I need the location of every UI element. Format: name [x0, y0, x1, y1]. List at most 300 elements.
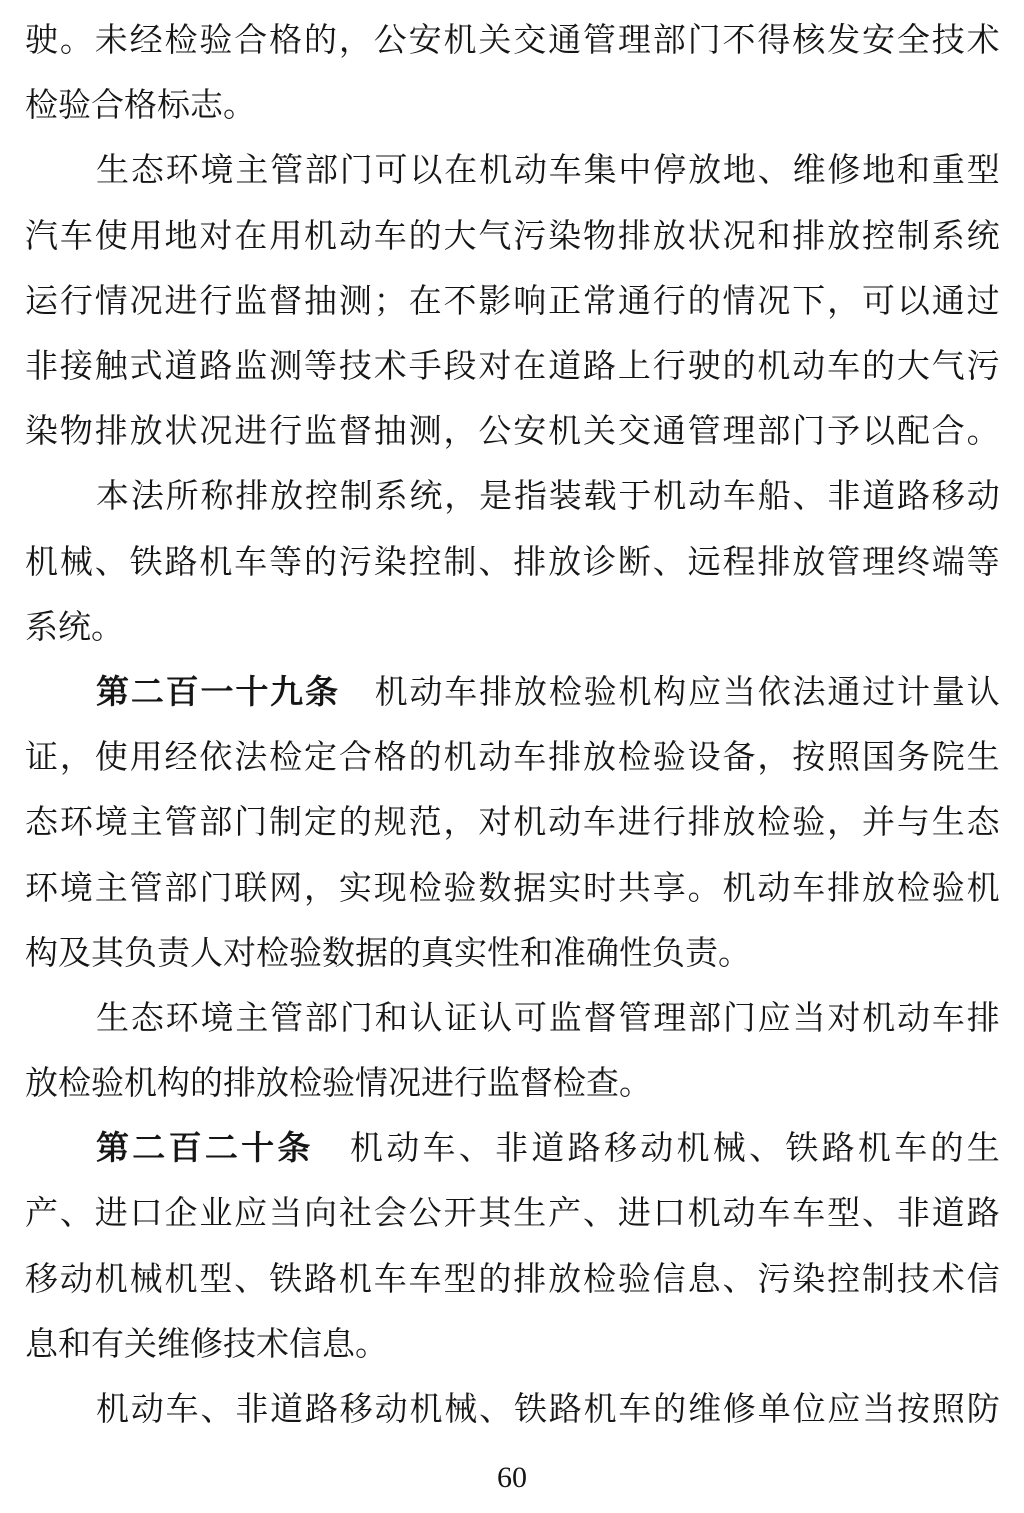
body-char: 型 [199, 1261, 233, 1298]
body-char: 型 [827, 1196, 861, 1233]
body-char: 监 [304, 414, 337, 451]
body-char: 境 [200, 153, 234, 190]
body-char: 向 [304, 1196, 337, 1233]
body-char: 进 [617, 805, 651, 842]
body-char: 机 [722, 870, 756, 907]
text-line [25, 987, 1000, 1052]
article-heading-char: 条 [304, 674, 338, 711]
body-char: 的 [408, 218, 442, 255]
body-char: 格 [373, 740, 407, 777]
body-char: 通 [931, 283, 965, 320]
body-char: 上 [617, 349, 651, 386]
body-char: 并 [862, 805, 895, 842]
body-char: 地 [164, 218, 198, 255]
body-char: 铁 [513, 1392, 547, 1429]
body-char: 控 [827, 1261, 861, 1298]
body-char: 按 [897, 1392, 931, 1429]
body-char: 行 [59, 283, 93, 320]
body-char: 备 [722, 740, 756, 777]
body-char: 车 [618, 1392, 652, 1429]
body-char: 当 [862, 1392, 896, 1429]
body-char: 、 [94, 544, 128, 581]
body-char: 设 [687, 740, 721, 777]
body-char: 可 [862, 283, 895, 320]
body-char: ， [443, 805, 477, 842]
body-char: 染 [548, 218, 582, 255]
body-char: 定 [304, 805, 337, 842]
body-char: 大 [896, 349, 930, 386]
body-char: 机 [513, 805, 547, 842]
text-line [25, 856, 1000, 921]
body-char: 排 [792, 218, 826, 255]
body-char: 的 [722, 349, 756, 386]
body-char: 的 [930, 1131, 964, 1168]
body-char: 实 [548, 870, 582, 907]
body-char: 非 [235, 1392, 269, 1429]
body-char: 通 [548, 23, 582, 60]
body-char: 状 [164, 414, 198, 451]
body-char: 管 [270, 153, 304, 190]
body-char: 全 [896, 23, 930, 60]
body-char: 控 [862, 218, 895, 255]
body-char: 享 [652, 870, 686, 907]
body-char: 集 [583, 153, 617, 190]
body-char: 路 [897, 479, 931, 516]
text-line [25, 531, 1000, 596]
body-char: 动 [513, 153, 547, 190]
article-heading-char: 十 [235, 674, 269, 711]
body-char: 道 [548, 349, 582, 386]
text-line [25, 270, 1000, 335]
body-char: 通 [827, 674, 861, 711]
body-char: 载 [583, 479, 617, 516]
body-char: 范 [408, 805, 442, 842]
body-char: 的 [862, 349, 895, 386]
body-char: 认 [409, 1000, 443, 1037]
text-line [25, 400, 1000, 465]
body-char: 部 [304, 153, 338, 190]
body-char: 通 [617, 283, 651, 320]
body-char: 法 [792, 674, 826, 711]
body-char: 移 [25, 1261, 58, 1298]
body-char: 排 [687, 805, 721, 842]
text-line [25, 596, 1000, 661]
body-char: 非 [495, 1131, 529, 1168]
body-char: 交 [513, 23, 547, 60]
body-char: 防 [966, 1392, 1000, 1429]
body-char: 共 [617, 870, 651, 907]
body-char: 排 [235, 479, 269, 516]
body-char: 程 [722, 544, 756, 581]
body-char: 不 [722, 23, 756, 60]
article-heading-char: 二 [204, 1131, 238, 1168]
body-char: 制 [339, 479, 373, 516]
body-char: 行 [199, 283, 233, 320]
body-char: 部 [757, 414, 791, 451]
body-char: 系 [931, 218, 965, 255]
article-heading-char: 第 [96, 674, 129, 711]
text-body [25, 9, 1000, 1443]
body-char: 信 [966, 1261, 1000, 1298]
body-char: 检 [583, 1261, 616, 1298]
body-char: 地 [722, 153, 756, 190]
body-char: 可 [374, 153, 408, 190]
text-line [25, 465, 1000, 530]
body-char: 非 [827, 479, 861, 516]
body-char: 境 [94, 805, 128, 842]
body-char: 重 [931, 153, 965, 190]
body-char: 依 [199, 740, 233, 777]
body-char: 理 [653, 1000, 687, 1037]
body-char: 车 [583, 805, 616, 842]
body-char: 排 [94, 414, 128, 451]
body-char: 排 [966, 1000, 1000, 1037]
text-line [25, 661, 1000, 726]
body-char: 在 [234, 218, 268, 255]
body-char: 放 [688, 153, 722, 190]
body-char: ， [338, 23, 372, 60]
body-char: 安 [862, 23, 895, 60]
body-char: 境 [59, 870, 93, 907]
text-line [25, 1117, 1000, 1182]
body-char: 、 [200, 1392, 234, 1429]
body-char: 、 [458, 1131, 492, 1168]
article-heading-char: 第 [96, 1131, 129, 1168]
body-char: 等 [269, 544, 303, 581]
body-char: 接 [59, 349, 93, 386]
body-text: 构及其负责人对检验数据的真实性和准确性负责。 [25, 935, 751, 972]
body-char: 业 [199, 1196, 233, 1233]
body-char: 况 [757, 283, 791, 320]
body-char: 检 [757, 805, 791, 842]
body-char: 依 [757, 674, 791, 711]
body-char: 用 [129, 740, 163, 777]
body-char: 管 [827, 544, 861, 581]
body-char: 动 [792, 349, 826, 386]
body-char: 理 [617, 23, 651, 60]
body-char: 车 [59, 218, 93, 255]
body-char: 机 [857, 1131, 891, 1168]
body-char: 统 [966, 218, 1000, 255]
body-char: 、 [234, 1261, 268, 1298]
body-char: 型 [966, 153, 1000, 190]
body-char: 路 [583, 349, 616, 386]
body-char: 在 [513, 349, 547, 386]
body-char: 机 [443, 23, 477, 60]
body-char: 测 [269, 349, 303, 386]
body-char: 移 [339, 1392, 373, 1429]
body-char: 技 [338, 349, 372, 386]
body-char: 车 [444, 674, 478, 711]
body-char: 检 [896, 870, 930, 907]
body-char: 应 [234, 1196, 268, 1233]
body-char: 况 [199, 414, 233, 451]
text-line [25, 205, 1000, 270]
body-char: 会 [373, 1196, 407, 1233]
body-char: 数 [478, 870, 512, 907]
body-char: 公 [478, 414, 512, 451]
body-char [314, 1133, 347, 1166]
body-char: 车 [408, 1261, 442, 1298]
body-char: 使 [94, 218, 128, 255]
body-char: 断 [617, 544, 651, 581]
body-char: 联 [234, 870, 268, 907]
body-char: 验 [931, 870, 965, 907]
body-char: 企 [164, 1196, 198, 1233]
body-char: 口 [129, 1196, 163, 1233]
body-char: 车 [422, 1131, 456, 1168]
body-char: 务 [896, 740, 930, 777]
body-text: 放检验机构的排放检验情况进行监督检查。 [25, 1066, 652, 1103]
body-char: 技 [896, 1261, 930, 1298]
body-char: 进 [234, 414, 268, 451]
body-char: 术 [373, 349, 407, 386]
body-char: 证 [25, 740, 58, 777]
body-char: 公 [373, 23, 407, 60]
body-char: 合 [931, 414, 965, 451]
text-line [25, 922, 1000, 987]
body-char: 理 [862, 544, 895, 581]
body-char: 使 [94, 740, 128, 777]
body-char: 经 [129, 23, 163, 60]
body-char: 息 [687, 1261, 721, 1298]
body-char: 机 [862, 1000, 896, 1037]
body-char: 门 [199, 870, 233, 907]
body-char: 和 [757, 218, 791, 255]
body-char: 修 [722, 1392, 756, 1429]
body-char: 的 [653, 1392, 687, 1429]
body-char: 过 [862, 674, 896, 711]
body-char: 动 [478, 740, 512, 777]
body-char: 生 [96, 1000, 129, 1037]
body-char: 定 [304, 740, 337, 777]
body-char: 机 [94, 1261, 128, 1298]
body-char: 制 [862, 1261, 895, 1298]
body-char: 予 [827, 414, 861, 451]
body-char: 环 [165, 153, 199, 190]
body-char: 督 [583, 1000, 617, 1037]
body-char: 机 [443, 740, 477, 777]
body-char: 检 [617, 740, 651, 777]
body-char: ， [827, 805, 861, 842]
body-char: 放 [583, 740, 616, 777]
text-line [25, 1313, 1000, 1378]
body-char: 态 [130, 1000, 164, 1037]
text-line [25, 726, 1000, 791]
body-char: 的 [304, 544, 337, 581]
body-char: 械 [59, 544, 93, 581]
body-char: 管 [164, 805, 198, 842]
body-char: 机 [583, 1392, 617, 1429]
body-char: 、 [749, 1131, 783, 1168]
text-line [25, 1182, 1000, 1247]
body-char: 构 [653, 674, 687, 711]
body-char: 机 [757, 349, 791, 386]
body-char: 公 [408, 1196, 442, 1233]
body-char: 督 [338, 414, 372, 451]
body-char: 环 [165, 1000, 199, 1037]
body-char: 督 [269, 283, 303, 320]
body-char: 的 [687, 283, 721, 320]
body-char: 机 [25, 544, 58, 581]
page-number: 60 [497, 1461, 527, 1494]
body-char: 生 [966, 1131, 1000, 1168]
body-char: 车 [792, 870, 826, 907]
body-char: 路 [304, 1261, 337, 1298]
body-char: 在 [408, 283, 442, 320]
body-char: 制 [443, 544, 477, 581]
body-char: 过 [966, 283, 1000, 320]
body-text: 息和有关维修技术信息。 [25, 1326, 388, 1363]
body-char: 主 [235, 153, 269, 190]
body-char: 停 [653, 153, 687, 190]
body-char: 、 [59, 1196, 93, 1233]
article-heading-char: 百 [168, 1131, 202, 1168]
body-char: 时 [583, 870, 616, 907]
body-char: 主 [235, 1000, 269, 1037]
body-char: 车 [894, 1131, 928, 1168]
body-char: 排 [513, 544, 547, 581]
body-char: 非 [896, 1196, 930, 1233]
body-char: 。 [966, 414, 1000, 451]
body-char: 移 [931, 479, 965, 516]
body-char: 未 [94, 23, 128, 60]
body-char: 的 [304, 23, 337, 60]
body-char: 。 [687, 870, 721, 907]
body-char: 端 [931, 544, 965, 581]
article-heading-char: 一 [200, 674, 234, 711]
body-char: 现 [373, 870, 407, 907]
body-char: 、 [757, 153, 791, 190]
body-char: 放 [270, 479, 304, 516]
body-char: 用 [129, 218, 163, 255]
body-char: 动 [897, 1000, 931, 1037]
body-char: 染 [25, 414, 58, 451]
body-char: 其 [478, 1196, 512, 1233]
body-char: 以 [896, 283, 930, 320]
body-char: 放 [792, 544, 826, 581]
body-char: 安 [408, 23, 442, 60]
body-char: 地 [862, 153, 896, 190]
body-char: 不 [443, 283, 477, 320]
article-heading-char: 条 [277, 1131, 311, 1168]
body-char: 管 [270, 1000, 304, 1037]
body-char: 关 [478, 23, 512, 60]
body-char: 配 [896, 414, 930, 451]
body-char: 制 [269, 805, 303, 842]
body-char: 验 [792, 805, 826, 842]
body-char: 触 [94, 349, 128, 386]
body-char: 是 [479, 479, 513, 516]
body-char: 核 [792, 23, 826, 60]
body-char: 行 [652, 283, 686, 320]
body-char: 认 [479, 1000, 513, 1037]
body-char: 正 [548, 283, 582, 320]
body-char: 状 [687, 218, 721, 255]
body-char: 验 [617, 1261, 651, 1298]
body-char: 动 [409, 674, 443, 711]
body-char: ； [373, 283, 407, 320]
body-char: 和 [897, 153, 931, 190]
body-char: 应 [757, 1000, 791, 1037]
body-char: 机 [338, 1261, 372, 1298]
body-char: 械 [129, 1261, 163, 1298]
body-char: 开 [443, 1196, 477, 1233]
body-char: 物 [583, 218, 616, 255]
body-char: 以 [409, 153, 443, 190]
body-char: 式 [129, 349, 163, 386]
body-char: 下 [792, 283, 826, 320]
body-char: 环 [25, 870, 58, 907]
body-char: 响 [513, 283, 547, 320]
body-char: 当 [792, 1000, 826, 1037]
body-char: 门 [339, 153, 373, 190]
article-heading-char: 二 [130, 674, 164, 711]
body-char: 监 [234, 283, 268, 320]
body-char: 在 [444, 153, 478, 190]
body-char: 合 [234, 23, 268, 60]
body-char: 的 [338, 805, 372, 842]
body-char: 非 [25, 349, 58, 386]
text-line [25, 1378, 1000, 1443]
body-char: 关 [583, 414, 616, 451]
body-char: 机 [966, 870, 1000, 907]
body-char: 机 [349, 1131, 383, 1168]
body-char: 测 [408, 414, 442, 451]
body-char: 当 [269, 1196, 303, 1233]
body-char: 态 [25, 805, 58, 842]
body-char: 放 [129, 414, 163, 451]
body-char: 路 [164, 544, 198, 581]
body-char: 可 [513, 1000, 547, 1037]
body-char: 认 [966, 674, 1000, 711]
body-char: 污 [757, 1261, 791, 1298]
body-char: 单 [757, 1392, 791, 1429]
body-char: 发 [827, 23, 861, 60]
body-char: 机 [409, 1392, 443, 1429]
body-char: 验 [443, 870, 477, 907]
body-char: 门 [687, 23, 721, 60]
body-char: 位 [792, 1392, 826, 1429]
body-char: 生 [96, 153, 129, 190]
body-char: 检 [408, 870, 442, 907]
body-char: 动 [59, 1261, 93, 1298]
body-char: 排 [617, 218, 651, 255]
body-char: 理 [722, 414, 756, 451]
body-char: 态 [130, 153, 164, 190]
body-char: 口 [652, 1196, 686, 1233]
body-char: ， [827, 283, 861, 320]
body-char: 应 [827, 1392, 861, 1429]
body-char: 车 [792, 1196, 826, 1233]
body-char: 铁 [785, 1131, 819, 1168]
body-char: 气 [478, 218, 512, 255]
body-char: 门 [792, 414, 826, 451]
body-char: 验 [199, 23, 233, 60]
body-char: 部 [199, 805, 233, 842]
body-char: 管 [687, 414, 721, 451]
body-char: 排 [827, 870, 861, 907]
body-char: 放 [827, 218, 861, 255]
body-char: 进 [164, 283, 198, 320]
body-char: 的 [408, 740, 442, 777]
body-char: 车 [373, 218, 407, 255]
body-char: 法 [234, 740, 268, 777]
body-char: 测 [338, 283, 372, 320]
body-char: 门 [722, 1000, 756, 1037]
body-char: 院 [931, 740, 965, 777]
body-char: 门 [339, 1000, 373, 1037]
